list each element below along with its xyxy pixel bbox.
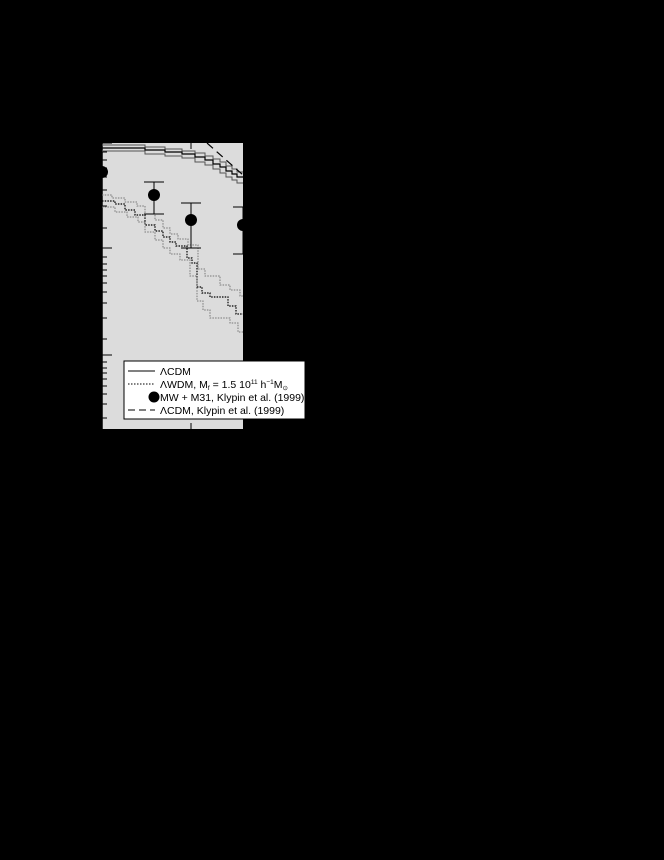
legend-label-lcdm: ΛCDM <box>160 366 191 378</box>
legend-label-klypin-lcdm: ΛCDM, Klypin et al. (1999) <box>160 405 285 417</box>
data-point <box>148 189 160 201</box>
legend-label-mw-m31: MW + M31, Klypin et al. (1999) <box>160 392 305 404</box>
legend-label-wdm: ΛWDM, Mf = 1.5 $10^{11}$ $h^{-1}M⊙$ <box>160 379 288 392</box>
legend-swatch-mw-m31 <box>149 392 160 403</box>
legend <box>124 361 305 419</box>
data-point <box>185 214 197 226</box>
